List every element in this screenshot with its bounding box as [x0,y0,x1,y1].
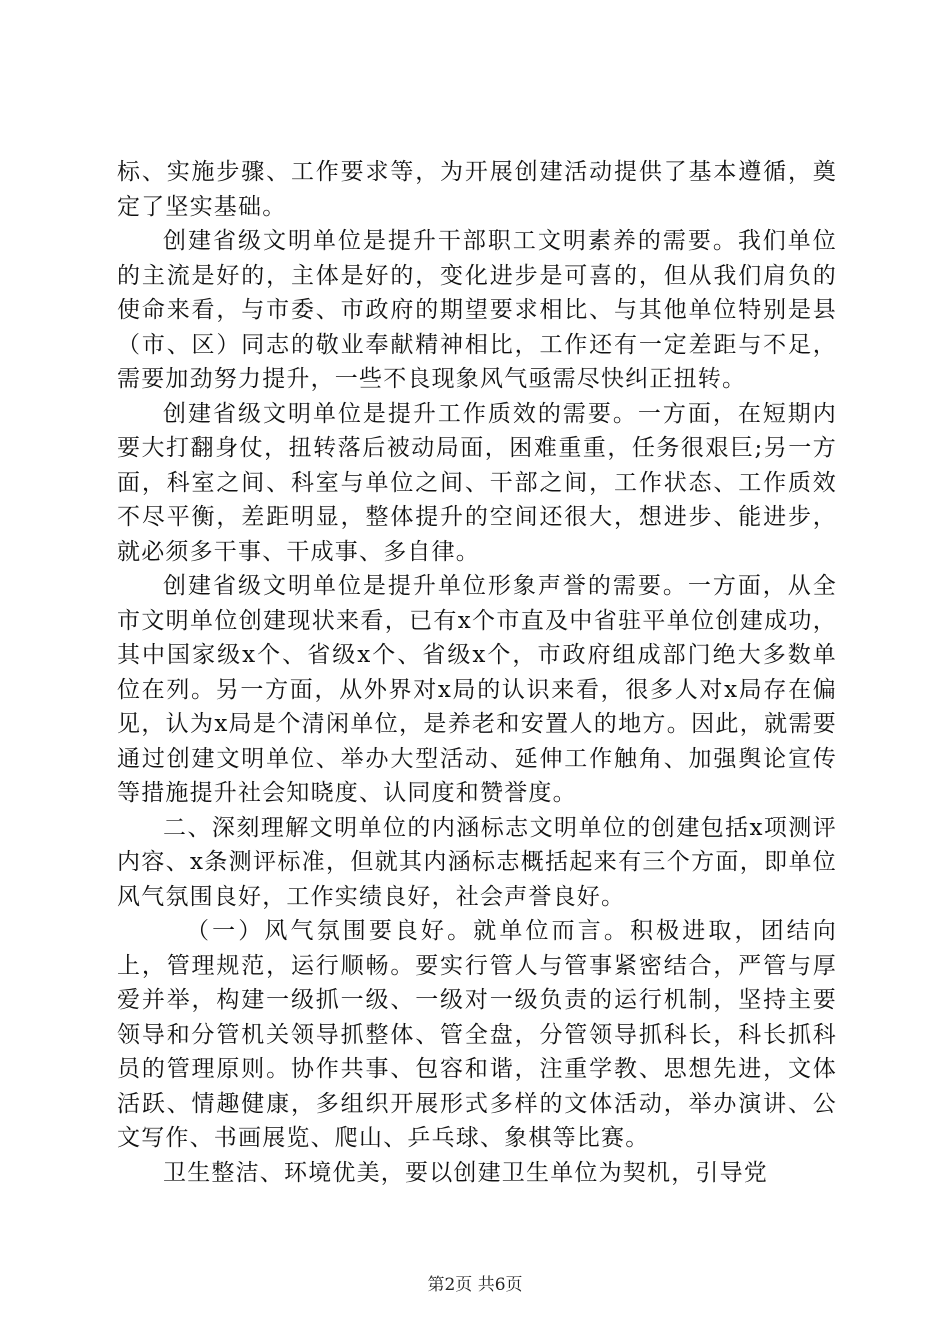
paragraph-continuation: 标、实施步骤、工作要求等，为开展创建活动提供了基本遵循，奠定了坚实基础。 [117,159,837,220]
paragraph-efficiency-need: 创建省级文明单位是提升工作质效的需要。一方面，在短期内要大打翻身仗，扭转落后被动局面，困难重重，任务很艰巨;另一方面，科室之间、科室与单位之间、干部之间，工作状态、工作质效不尽平衡，差距明显，整体提升的空间还很大，想进步、能进步，就必须多干事、干成事、多自律。 [117,400,837,565]
paragraph-section-two: 二、深刻理解文明单位的内涵标志文明单位的创建包括x项测评内容、x条测评标准，但就其内涵标志概括起来有三个方面，即单位风气氛围良好，工作实绩良好，社会声誉良好。 [117,814,837,910]
document-body [117,155,837,1190]
paragraph-reputation-need: 创建省级文明单位是提升单位形象声誉的需要。一方面，从全市文明单位创建现状来看，已有x个市直及中省驻平单位创建成功，其中国家级x个、省级x个、省级x个，市政府组成部门绝大多数单位在列。另一方面，从外界对x局的认识来看，很多人对x局存在偏见，认为x局是个清闲单位，是养老和安置人的地方。因此，就需要通过创建文明单位、举办大型活动、延伸工作触角、加强舆论宣传等措施提升社会知晓度、认同度和赞誉度。 [117,573,837,806]
paragraph-subsection-one: （一）风气氛围要良好。就单位而言。积极进取，团结向上，管理规范，运行顺畅。要实行管人与管事紧密结合，严管与厚爱并举，构建一级抓一级、一级对一级负责的运行机制，坚持主要领导和分管机关领导抓整体、管全盘，分管领导抓科长，科长抓科员的管理原则。协作共事、包容和谐，注重学教、思想先进，文体活跃、情趣健康，多组织开展形式多样的文体活动，举办演讲、公文写作、书画展览、爬山、乒乓球、象棋等比赛。 [117,918,837,1151]
paragraph-hygiene: 卫生整洁、环境优美，要以创建卫生单位为契机，引导党 [163,1159,768,1186]
paragraph-literacy-need: 创建省级文明单位是提升干部职工文明素养的需要。我们单位的主流是好的，主体是好的，变化进步是可喜的，但从我们肩负的使命来看，与市委、市政府的期望要求相比、与其他单位特别是县（市、区）同志的敬业奉献精神相比，工作还有一定差距与不足，需要加劲努力提升，一些不良现象风气亟需尽快纠正扭转。 [117,228,837,392]
page-number-footer: 第2页 共6页 [427,1275,523,1295]
